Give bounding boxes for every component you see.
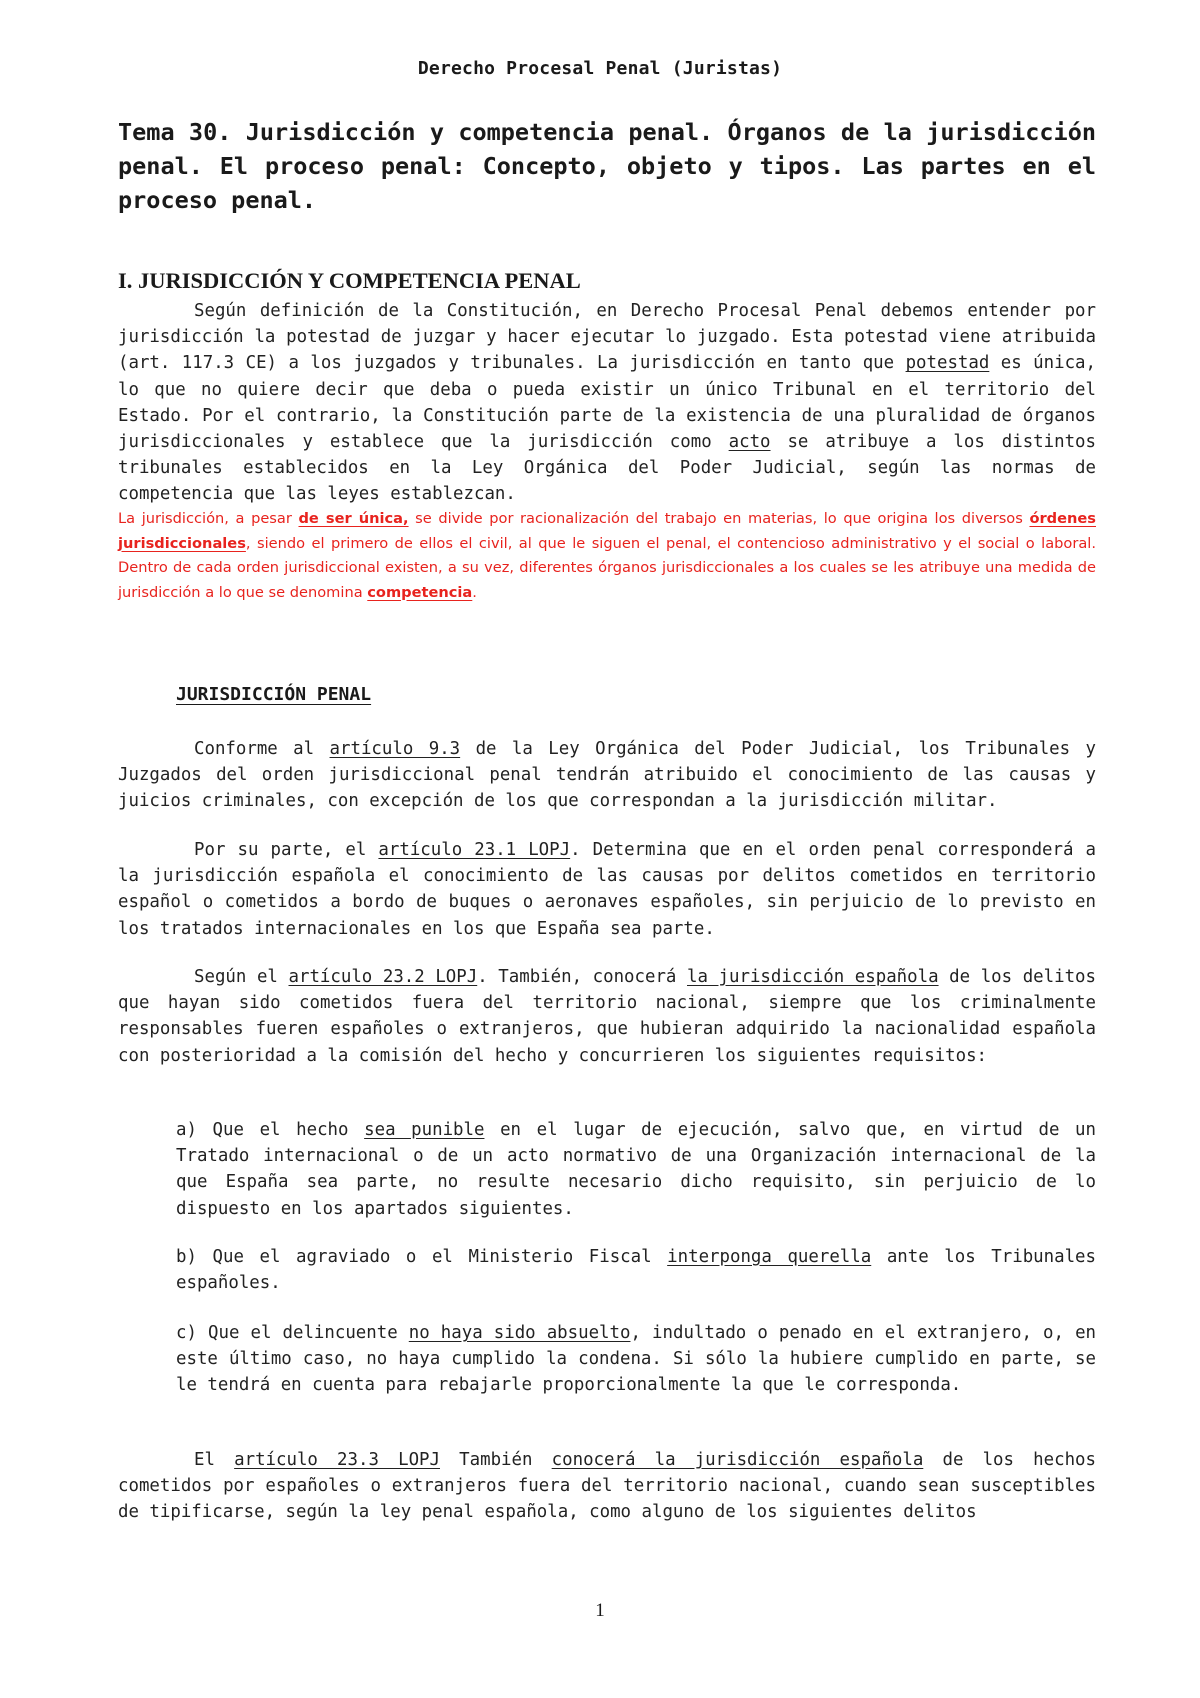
subheading-jurisdiccion-penal: JURISDICCIÓN PENAL [176, 684, 372, 705]
intro-text-3: se atribuye a los distintos tribunales establecidos en la Ley Orgánica del Poder Judicial, según las normas de competencia que las leyes establezcan. [118, 432, 1096, 505]
intro-paragraph [118, 298, 1096, 508]
item-a-text-2: en el lugar de ejecución, salvo que, en virtud de un Tratado internacional o de un acto normativo de una Organización internacional de la que España sea parte, no resulte necesario dicho requisito, sin perjuicio de lo dispuesto en los apartados siguientes. [176, 1120, 1096, 1219]
para-231-text-1: Por su parte, el [194, 840, 379, 860]
paragraph-articulo-23-1 [118, 837, 1096, 942]
para-232-text-2: . También, conocerá [477, 967, 688, 987]
item-b-text-1: b) Que el agraviado o el Ministerio Fiscal [176, 1247, 668, 1267]
para-93-text-1: Conforme al [194, 739, 330, 759]
para-232-underline-1: artículo 23.2 LOPJ [288, 967, 478, 987]
intro-text-2: es única, lo que no quiere decir que deba o pueda existir un único Tribunal en el territorio del Estado. Por el contrario, la Constitución parte de la existencia de una pluralidad de órganos jurisdiccionales y establece que la jurisdicción como [118, 353, 1096, 453]
intro-underline-acto: acto [728, 432, 771, 453]
red-note-text-2: se divide por racionalización del trabajo en materias, lo que origina los diversos [408, 510, 1030, 527]
item-a-underline: sea punible [364, 1120, 485, 1140]
red-note-bold-competencia: competencia [367, 583, 473, 601]
list-item-b [176, 1244, 1096, 1296]
item-c-underline: no haya sido absuelto [408, 1323, 631, 1343]
item-a-text-1: a) Que el hecho [176, 1120, 365, 1140]
list-item-a [176, 1117, 1096, 1222]
para-231-text-2: . Determina que en el orden penal corresponderá a la jurisdicción española el conocimiento de las causas por delitos cometidos en territorio español o cometidos a bordo de buques o aeronaves españoles, sin perjuicio de lo previsto en los tratados internacionales en los que España sea parte. [118, 840, 1096, 939]
red-note-bold-ordenes: órdenes jurisdiccionales [118, 510, 1096, 552]
paragraph-articulo-23-2 [118, 964, 1096, 1069]
para-232-text-1: Según el [194, 967, 289, 987]
para-93-underline: artículo 9.3 [329, 739, 461, 759]
page-number: 1 [595, 1600, 605, 1621]
para-232-underline-2: la jurisdicción española [687, 967, 939, 987]
item-b-text-2: ante los Tribunales españoles. [176, 1247, 1096, 1294]
para-233-underline-2: conocerá la jurisdicción española [551, 1450, 924, 1470]
item-c-text-1: c) Que el delincuente [176, 1323, 409, 1343]
page-title: Tema 30. Jurisdicción y competencia penal. Órganos de la jurisdicción penal. El proceso penal: Concepto, objeto y tipos. Las partes en el proceso penal. [118, 118, 1096, 214]
intro-text-1: Según definición de la Constitución, en Derecho Procesal Penal debemos entender por jurisdicción la potestad de juzgar y hacer ejecutar lo juzgado. Esta potestad viene atribuida (art. 117.3 CE) a los juzgados y tribunales. La jurisdicción en tanto que [118, 301, 1096, 374]
list-item-c [176, 1320, 1096, 1399]
para-233-text-3: de los hechos cometidos por españoles o extranjeros fuera del territorio nacional, cuando sean susceptibles de tipificarse, según la ley penal española, como alguno de los siguientes delitos [118, 1450, 1096, 1523]
para-93-text-2: de la Ley Orgánica del Poder Judicial, los Tribunales y Juzgados del orden jurisdiccional penal tendrán atribuido el conocimiento de las causas y juicios criminales, con excepción de los que correspondan a la jurisdicción militar. [118, 739, 1096, 812]
red-note-text-1: La jurisdicción, a pesar [118, 510, 299, 527]
running-header: Derecho Procesal Penal (Juristas) [417, 58, 783, 79]
red-note-text-3: , siendo el primero de ellos el civil, al que le siguen el penal, el contencioso administrativo y el social o laboral. Dentro de cada orden jurisdiccional existen, a su vez, diferentes órganos jurisdiccionales a los cuales se les atribuye una medida de jurisdicción a lo que se denomina [118, 534, 1096, 601]
paragraph-articulo-23-3 [118, 1447, 1096, 1526]
intro-underline-potestad: potestad [905, 353, 990, 374]
section-heading: I. JURISDICCIÓN Y COMPETENCIA PENAL [118, 268, 581, 293]
para-232-text-3: de los delitos que hayan sido cometidos fuera del territorio nacional, siempre que los criminalmente responsables fueren españoles o extranjeros, que hubieran adquirido la nacionalidad española con posterioridad a la comisión del hecho y concurrieren los siguientes requisitos: [118, 967, 1096, 1066]
para-233-text-1: El [194, 1450, 235, 1470]
red-note-text-4: . [472, 583, 477, 601]
paragraph-articulo-9-3 [118, 736, 1096, 815]
item-b-underline: interponga querella [667, 1247, 872, 1267]
red-note-bold-unica: de ser única, [298, 510, 409, 527]
para-233-text-2: También [440, 1450, 552, 1470]
para-231-underline: artículo 23.1 LOPJ [378, 840, 571, 860]
red-note-paragraph [118, 507, 1096, 605]
item-c-text-2: , indultado o penado en el extranjero, o, en este último caso, no haya cumplido la condena. Si sólo la hubiere cumplido en parte, se le tendrá en cuenta para rebajarle proporcionalmente la que le corresponda. [176, 1323, 1097, 1396]
para-233-underline-1: artículo 23.3 LOPJ [234, 1450, 440, 1470]
